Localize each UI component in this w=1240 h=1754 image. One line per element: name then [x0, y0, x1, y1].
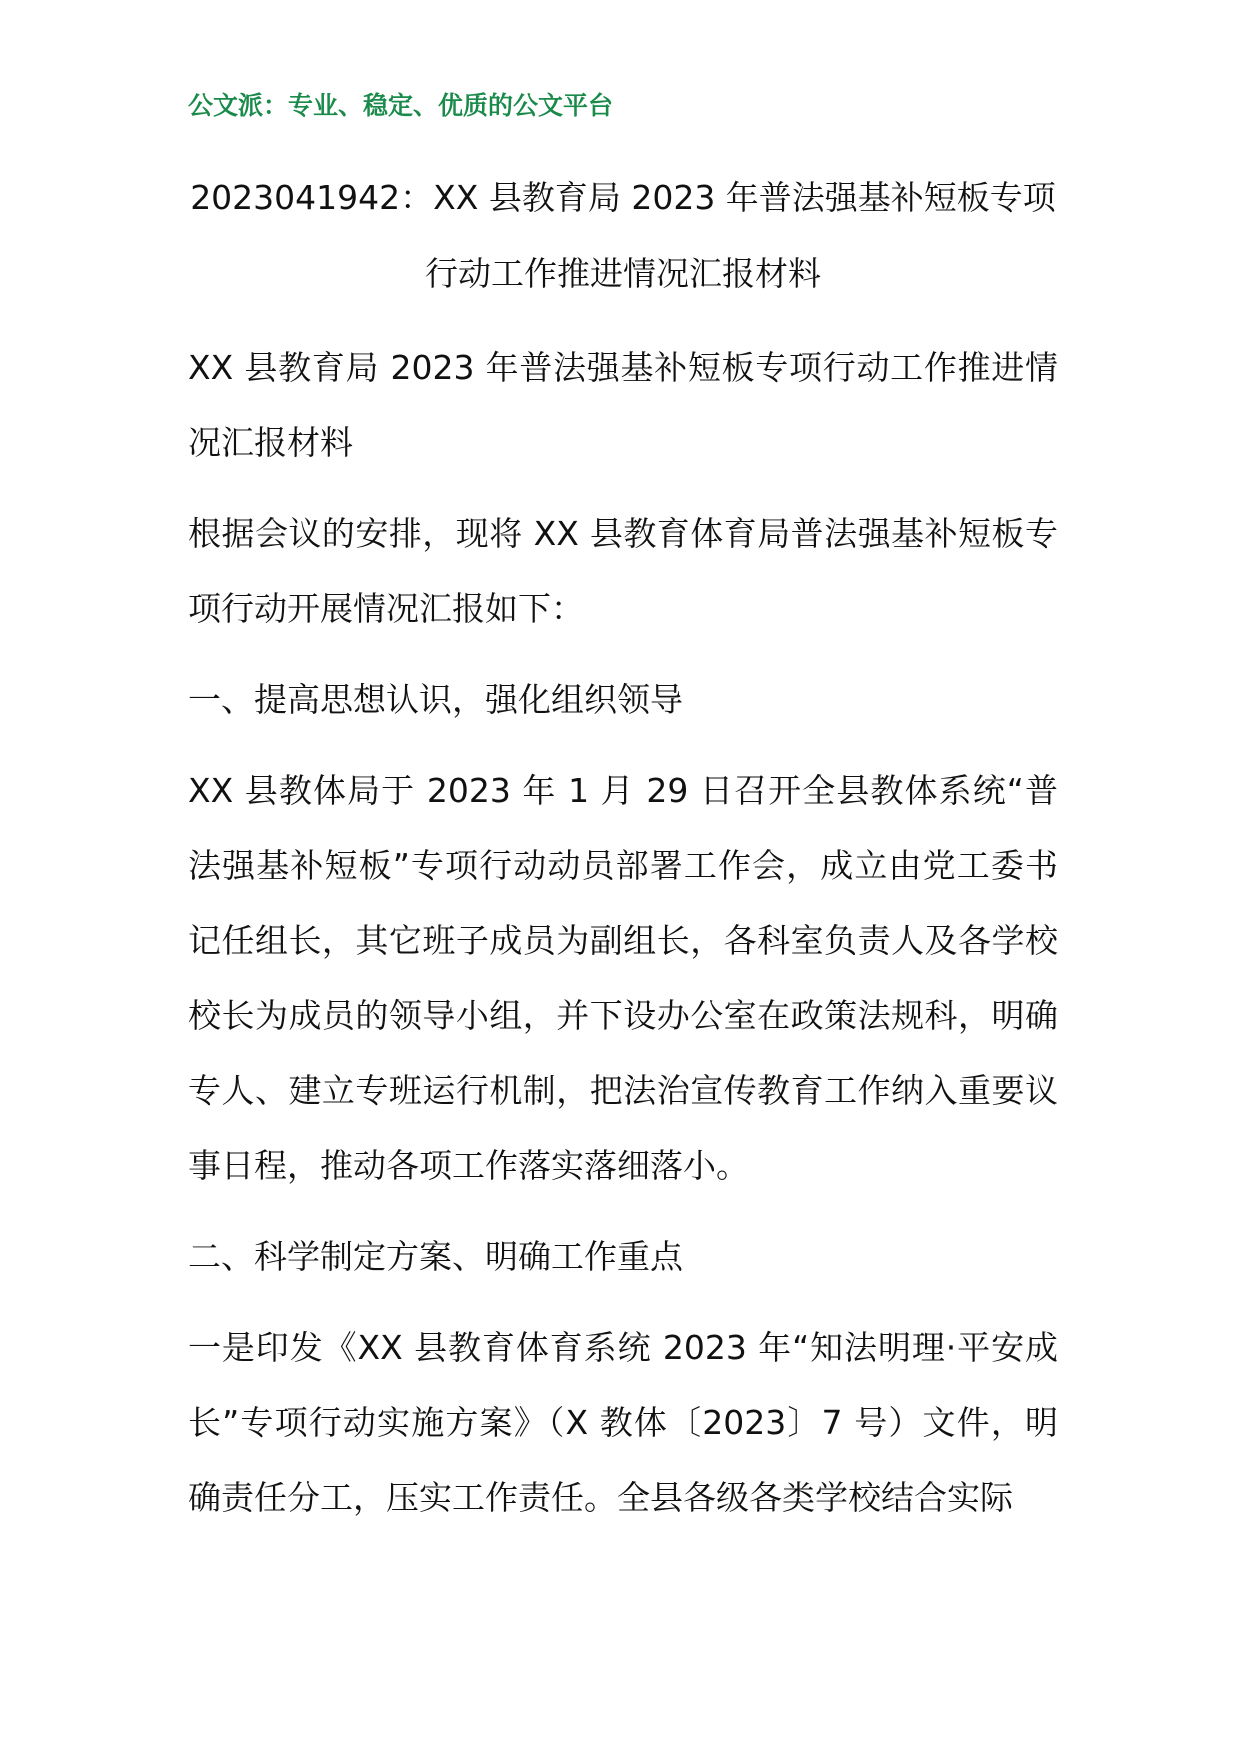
document-title	[188, 160, 1058, 312]
section-heading-1: 一、提高思想认识，强化组织领导	[188, 680, 683, 719]
intro-paragraph: 根据会议的安排，现将 XX 县教育体育局普法强基补短板专项行动开展情况汇报如下：	[188, 514, 1058, 628]
document-body	[188, 330, 1058, 1551]
title-line-2: 行动工作推进情况汇报材料	[425, 254, 821, 293]
title-line-1: 2023041942：XX 县教育局 2023 年普法强基补短板专项	[190, 178, 1056, 217]
subtitle-paragraph: XX 县教育局 2023 年普法强基补短板专项行动工作推进情况汇报材料	[188, 348, 1058, 462]
section-1-paragraph: XX 县教体局于 2023 年 1 月 29 日召开全县教体系统“普法强基补短板”专项行动动员部署工作会，成立由党工委书记任组长，其它班子成员为副组长，各科室负责人及各学校校长为成员的领导小组，并下设办公室在政策法规科，明确专人、建立专班运行机制，把法治宣传教育工作纳入重要议事日程，推动各项工作落实落细落小。	[188, 771, 1058, 1185]
section-heading-2: 二、科学制定方案、明确工作重点	[188, 1237, 683, 1276]
platform-header-note: 公文派：专业、稳定、优质的公文平台	[188, 91, 614, 120]
section-2-paragraph: 一是印发《XX 县教育体育系统 2023 年“知法明理·平安成长”专项行动实施方案》（X 教体〔2023〕7 号）文件，明确责任分工，压实工作责任。全县各级各类学校结合实际	[188, 1328, 1058, 1517]
